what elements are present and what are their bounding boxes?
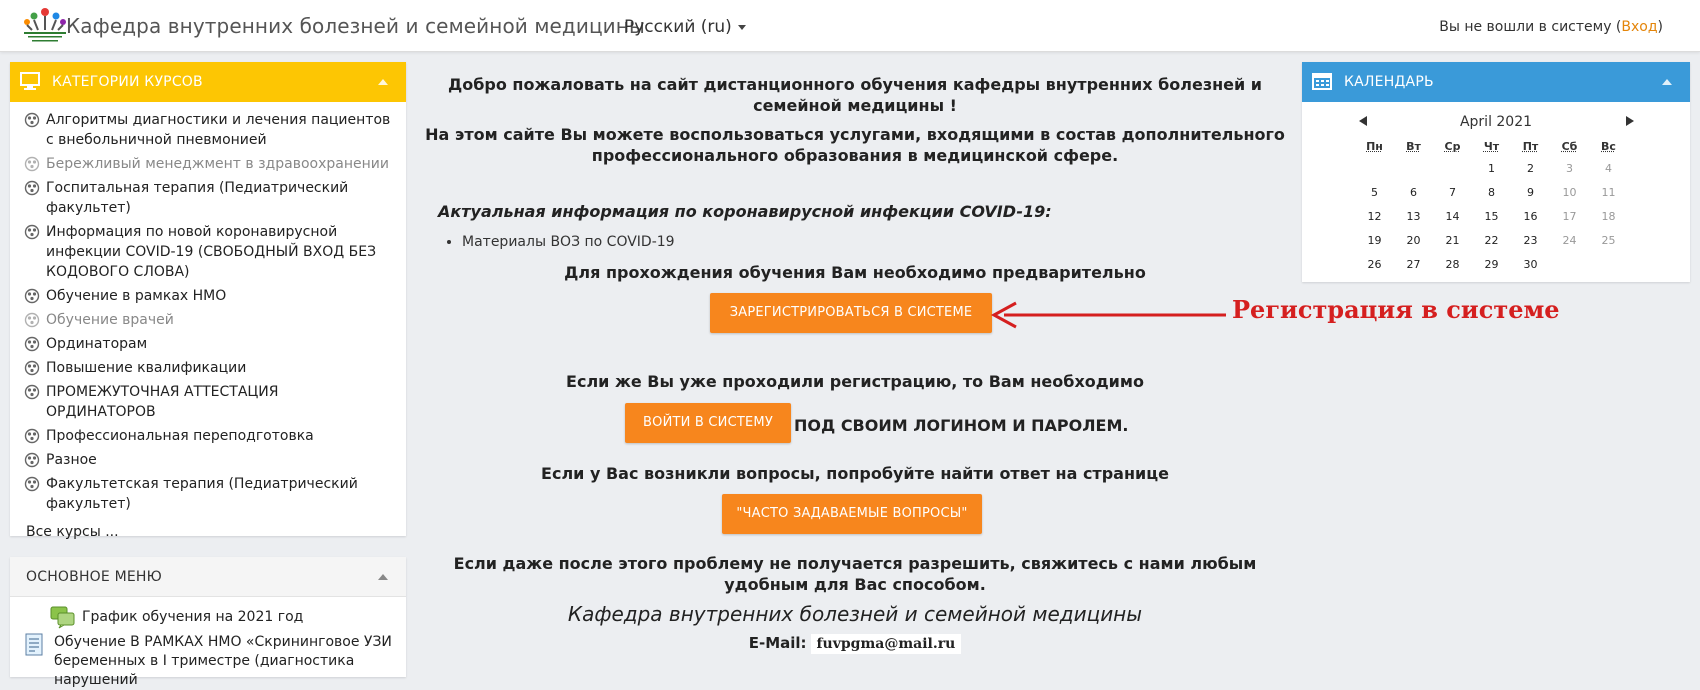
calendar-day xyxy=(1394,156,1433,180)
calendar-title: КАЛЕНДАРЬ xyxy=(1344,74,1434,90)
calendar-day xyxy=(1355,156,1394,180)
category-item[interactable] xyxy=(24,474,392,514)
faq-button[interactable]: "ЧАСТО ЗАДАВАЕМЫЕ ВОПРОСЫ" xyxy=(722,494,982,534)
calendar-day[interactable]: 9 xyxy=(1527,185,1534,199)
category-item[interactable] xyxy=(24,286,392,306)
chat-icon xyxy=(50,605,76,629)
calendar-day[interactable]: 25 xyxy=(1601,233,1616,247)
chevron-down-icon xyxy=(738,25,746,30)
calendar-day[interactable]: 1 xyxy=(1488,161,1495,175)
category-label: Алгоритмы диагностики и лечения пациентов с внебольничной пневмонией xyxy=(46,112,391,148)
calendar-grid xyxy=(1355,136,1628,276)
covid-link-who[interactable]: • Материалы ВОЗ по COVID-19 xyxy=(462,234,675,250)
faq-intro-text: Если у Вас возникли вопросы, попробуйте найти ответ на странице xyxy=(541,464,1169,483)
site-logo[interactable] xyxy=(20,2,70,48)
calendar-navigation xyxy=(1302,114,1690,134)
calendar-week xyxy=(1355,180,1628,204)
collapse-icon[interactable] xyxy=(1662,79,1672,85)
calendar-day[interactable]: 21 xyxy=(1445,233,1460,247)
annotation-arrow-icon xyxy=(990,300,1230,330)
calendar-day xyxy=(1433,156,1472,180)
login-status xyxy=(1439,19,1663,35)
calendar-day[interactable]: 10 xyxy=(1562,185,1577,199)
calendar-weekday: Вт xyxy=(1406,139,1421,153)
login-button[interactable]: ВОЙТИ В СИСТЕМУ xyxy=(625,403,791,443)
calendar-weekday: Чт xyxy=(1483,139,1500,153)
category-label: Госпитальная терапия (Педиатрический факультет) xyxy=(46,180,349,216)
category-icon xyxy=(24,288,40,304)
calendar-weekday: Пн xyxy=(1366,139,1383,153)
calendar-day[interactable]: 5 xyxy=(1371,185,1378,199)
category-icon xyxy=(24,156,40,172)
category-item[interactable] xyxy=(24,334,392,354)
calendar-day[interactable]: 27 xyxy=(1406,257,1421,271)
calendar-week xyxy=(1355,228,1628,252)
calendar-day[interactable]: 15 xyxy=(1484,209,1499,223)
calendar-week xyxy=(1355,252,1628,276)
calendar-day[interactable]: 6 xyxy=(1410,185,1417,199)
calendar-day[interactable]: 7 xyxy=(1449,185,1456,199)
calendar-day[interactable]: 17 xyxy=(1562,209,1577,223)
calendar-day[interactable]: 29 xyxy=(1484,257,1499,271)
welcome-heading: Добро пожаловать на сайт дистанционного обучения кафедры внутренних болезней и семейной медицины ! xyxy=(447,75,1263,115)
calendar-day[interactable]: 14 xyxy=(1445,209,1460,223)
calendar-month: April 2021 xyxy=(1459,114,1533,130)
email-address[interactable]: fuvpgma@mail.ru xyxy=(811,634,962,654)
calendar-icon xyxy=(1312,72,1332,90)
category-item[interactable] xyxy=(24,154,392,174)
category-icon xyxy=(24,180,40,196)
category-icon xyxy=(24,360,40,376)
category-item[interactable] xyxy=(24,426,392,446)
course-categories-header[interactable] xyxy=(10,62,406,102)
menu-item-label: График обучения на 2021 год xyxy=(82,609,304,625)
calendar-day[interactable]: 8 xyxy=(1488,185,1495,199)
main-menu-block xyxy=(10,557,406,688)
calendar-day[interactable]: 12 xyxy=(1367,209,1382,223)
department-name: Кафедра внутренних болезней и семейной медицины xyxy=(567,602,1143,626)
previous-month-icon[interactable] xyxy=(1359,116,1367,126)
login-suffix-text: ПОД СВОИМ ЛОГИНОМ И ПАРОЛЕМ. xyxy=(794,416,1129,435)
all-courses-link[interactable]: Все курсы ... xyxy=(26,524,119,540)
calendar-week xyxy=(1355,156,1628,180)
calendar-day[interactable]: 11 xyxy=(1601,185,1616,199)
calendar-day[interactable]: 16 xyxy=(1523,209,1538,223)
category-label: Бережливый менеджмент в здравоохранении xyxy=(46,156,389,172)
next-month-icon[interactable] xyxy=(1626,116,1634,126)
category-icon xyxy=(24,336,40,352)
category-icon xyxy=(24,112,40,128)
login-link[interactable]: Вход xyxy=(1621,19,1658,35)
menu-item-nmo-ultrasound[interactable] xyxy=(22,633,398,690)
category-label: Обучение в рамках НМО xyxy=(46,288,227,304)
calendar-day[interactable]: 26 xyxy=(1367,257,1382,271)
collapse-icon[interactable] xyxy=(378,79,388,85)
course-categories-block xyxy=(10,62,406,540)
calendar-day xyxy=(1589,252,1628,276)
monitor-icon xyxy=(20,72,40,90)
calendar-day[interactable]: 20 xyxy=(1406,233,1421,247)
calendar-weekday: Сб xyxy=(1561,139,1578,153)
calendar-day[interactable]: 24 xyxy=(1562,233,1577,247)
category-label: Профессиональная переподготовка xyxy=(46,428,314,444)
category-item[interactable] xyxy=(24,110,392,150)
menu-item-label: Обучение В РАМКАХ НМО «Скрининговое УЗИ беременных в I триместре (диагностика нарушений xyxy=(54,634,392,688)
category-item[interactable] xyxy=(24,310,392,330)
contact-text: Если даже после этого проблему не получается разрешить, свяжитесь с нами любым удобным для Вас способом. xyxy=(453,554,1257,594)
top-navbar xyxy=(0,0,1700,52)
category-item[interactable] xyxy=(24,382,392,422)
register-button[interactable]: ЗАРЕГИСТРИРОВАТЬСЯ В СИСТЕМЕ xyxy=(710,293,992,333)
covid-links xyxy=(448,234,675,250)
category-icon xyxy=(24,428,40,444)
login-status-close: ) xyxy=(1657,19,1663,35)
info-text: На этом сайте Вы можете воспользоваться услугами, входящими в состав дополнительного профессионального образования в медицинской сфере. xyxy=(425,125,1285,165)
category-label: Информация по новой коронавирусной инфекции COVID-19 (СВОБОДНЫЙ ВХОД БЕЗ КОДОВОГО СЛОВА) xyxy=(46,224,377,280)
category-item[interactable] xyxy=(24,450,392,470)
language-label: Русский (ru) xyxy=(624,17,732,37)
menu-item-schedule[interactable] xyxy=(50,605,303,629)
calendar-day[interactable]: 3 xyxy=(1566,161,1573,175)
calendar-day[interactable]: 18 xyxy=(1601,209,1616,223)
category-label: Обучение врачей xyxy=(46,312,174,328)
annotation-label: Регистрация в системе xyxy=(1232,295,1560,324)
category-label: Ординаторам xyxy=(46,336,148,352)
main-menu-title: ОСНОВНОЕ МЕНЮ xyxy=(26,569,162,585)
site-title[interactable]: Кафедра внутренних болезней и семейной медицины xyxy=(66,14,645,38)
category-label: Повышение квалификации xyxy=(46,360,247,376)
main-menu-header[interactable] xyxy=(10,557,406,597)
calendar-block xyxy=(1302,62,1690,282)
calendar-day[interactable]: 28 xyxy=(1445,257,1460,271)
calendar-day[interactable]: 23 xyxy=(1523,233,1538,247)
category-icon xyxy=(24,312,40,328)
calendar-weekday: Вс xyxy=(1601,139,1616,153)
category-icon xyxy=(24,224,40,240)
calendar-day xyxy=(1550,252,1589,276)
login-status-text: Вы не вошли в систему ( xyxy=(1439,19,1622,35)
category-item[interactable] xyxy=(24,358,392,378)
category-label: Разное xyxy=(46,452,97,468)
calendar-header[interactable] xyxy=(1302,62,1690,102)
category-list xyxy=(10,102,406,514)
covid-heading: Актуальная информация по коронавирусной инфекции COVID-19: xyxy=(438,202,1052,221)
calendar-day[interactable]: 4 xyxy=(1605,161,1612,175)
category-label: ПРОМЕЖУТОЧНАЯ АТТЕСТАЦИЯ ОРДИНАТОРОВ xyxy=(46,384,279,420)
registration-intro: Для прохождения обучения Вам необходимо предварительно xyxy=(564,263,1146,282)
language-menu[interactable] xyxy=(624,17,746,37)
calendar-week xyxy=(1355,204,1628,228)
calendar-day[interactable]: 13 xyxy=(1406,209,1421,223)
category-icon xyxy=(24,476,40,492)
calendar-weekday: Ср xyxy=(1444,139,1461,153)
category-label: Факультетская терапия (Педиатрический факультет) xyxy=(46,476,358,512)
calendar-day[interactable]: 22 xyxy=(1484,233,1499,247)
document-icon xyxy=(22,633,48,657)
calendar-day[interactable]: 2 xyxy=(1527,161,1534,175)
category-icon xyxy=(24,452,40,468)
calendar-day[interactable]: 30 xyxy=(1523,257,1538,271)
course-categories-title: КАТЕГОРИИ КУРСОВ xyxy=(52,74,203,90)
calendar-day[interactable]: 19 xyxy=(1367,233,1382,247)
email-label: E-Mail: xyxy=(748,634,807,652)
already-registered-text: Если же Вы уже проходили регистрацию, то Вам необходимо xyxy=(566,372,1144,391)
collapse-icon[interactable] xyxy=(378,574,388,580)
email-row xyxy=(420,634,1290,654)
category-item[interactable] xyxy=(24,222,392,282)
category-item[interactable] xyxy=(24,178,392,218)
category-icon xyxy=(24,384,40,400)
calendar-weekday: Пт xyxy=(1522,139,1539,153)
